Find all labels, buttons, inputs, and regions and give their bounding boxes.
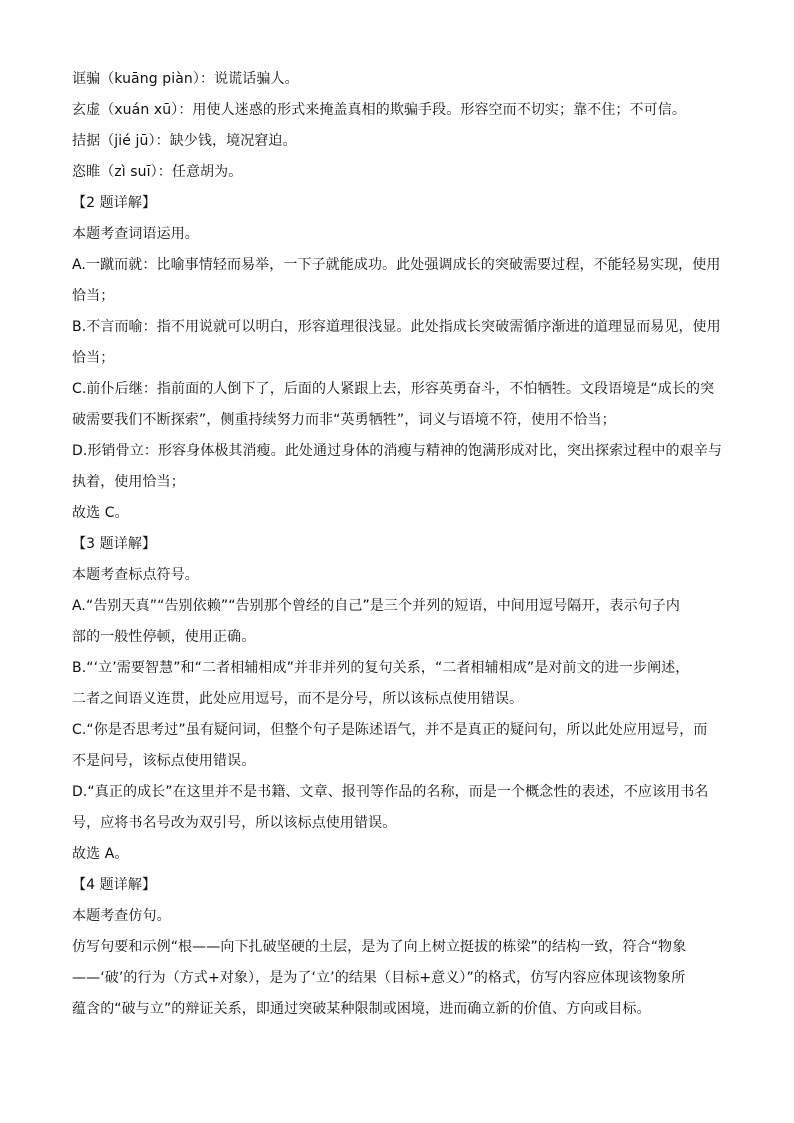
section-heading: 【4 题详解】 xyxy=(72,877,157,893)
text-line: 二者之间语义连贯，此处应用逗号，而不是分号，所以该标点使用错误。 xyxy=(72,691,524,707)
text-line: 仿写句要和示例“根——向下扎破坚硬的土层，是为了向上树立挺拔的栋梁”的结构一致，符合“物象 xyxy=(72,939,687,955)
text-line: 玄虚（xuán xū）：用使人迷惑的形式来掩盖真相的欺骗手段。形容空而不切实；靠不住；不可信。 xyxy=(72,102,686,118)
text-line: 故选 A。 xyxy=(72,846,129,862)
text-line: 本题考查仿句。 xyxy=(72,908,171,924)
text-line: 恰当； xyxy=(72,350,115,366)
text-line: 故选 C。 xyxy=(72,505,129,521)
text-line: A.一蹴而就：比喻事情轻而易举，一下子就能成功。此处强调成长的突破需要过程，不能轻易实现，使用 xyxy=(72,257,721,273)
text-line: 拮据（jié jū）：缺少钱，境况窘迫。 xyxy=(72,133,297,149)
text-line: 恣睢（zì suī）：任意胡为。 xyxy=(72,164,243,180)
text-line: 不是问号，该标点使用错误。 xyxy=(72,753,256,769)
text-line: 号，应将书名号改为双引号，所以该标点使用错误。 xyxy=(72,815,397,831)
section-heading: 【2 题详解】 xyxy=(72,195,157,211)
text-line: 执着，使用恰当； xyxy=(72,474,185,490)
text-line: 本题考查标点符号。 xyxy=(72,567,199,583)
text-line: 恰当； xyxy=(72,288,115,304)
text-line: 诓骗（kuāng piàn）：说谎话骗人。 xyxy=(72,71,299,87)
text-line: 破需要我们不断探索”，侧重持续努力而非“英勇牺牲”，词义与语境不符，使用不恰当； xyxy=(72,412,616,428)
document-body xyxy=(72,64,722,1025)
text-line: B.“‘立’需要智慧”和“二者相辅相成”并非并列的复句关系，“二者相辅相成”是对前文的进一步阐述， xyxy=(72,660,690,676)
text-line: 本题考查词语运用。 xyxy=(72,226,199,242)
text-line: ——‘破’的行为（方式+对象），是为了‘立’的结果（目标+意义）”的格式，仿写内容应体现该物象所 xyxy=(72,970,686,986)
text-line: D.形销骨立：形容身体极其消瘦。此处通过身体的消瘦与精神的饱满形成对比，突出探索过程中的艰辛与 xyxy=(72,443,722,459)
text-line: 蕴含的“破与立”的辩证关系，即通过突破某种限制或困境，进而确立新的价值、方向或目标。 xyxy=(72,1001,651,1017)
text-line: C.“你是否思考过”虽有疑问词，但整个句子是陈述语气，并不是真正的疑问句，所以此处应用逗号，而 xyxy=(72,722,708,738)
text-line: 部的一般性停顿，使用正确。 xyxy=(72,629,256,645)
text-line: C.前仆后继：指前面的人倒下了，后面的人紧跟上去，形容英勇奋斗，不怕牺牲。文段语境是“成长的突 xyxy=(72,381,715,397)
text-line: D.“真正的成长”在这里并不是书籍、文章、报刊等作品的名称，而是一个概念性的表述，不应该用书名 xyxy=(72,784,709,800)
section-heading: 【3 题详解】 xyxy=(72,536,157,552)
text-line: B.不言而喻：指不用说就可以明白，形容道理很浅显。此处指成长突破需循序渐进的道理显而易见，使用 xyxy=(72,319,721,335)
text-line: A.“告别天真”“告别依赖”“告别那个曾经的自己”是三个并列的短语，中间用逗号隔开，表示句子内 xyxy=(72,598,680,614)
